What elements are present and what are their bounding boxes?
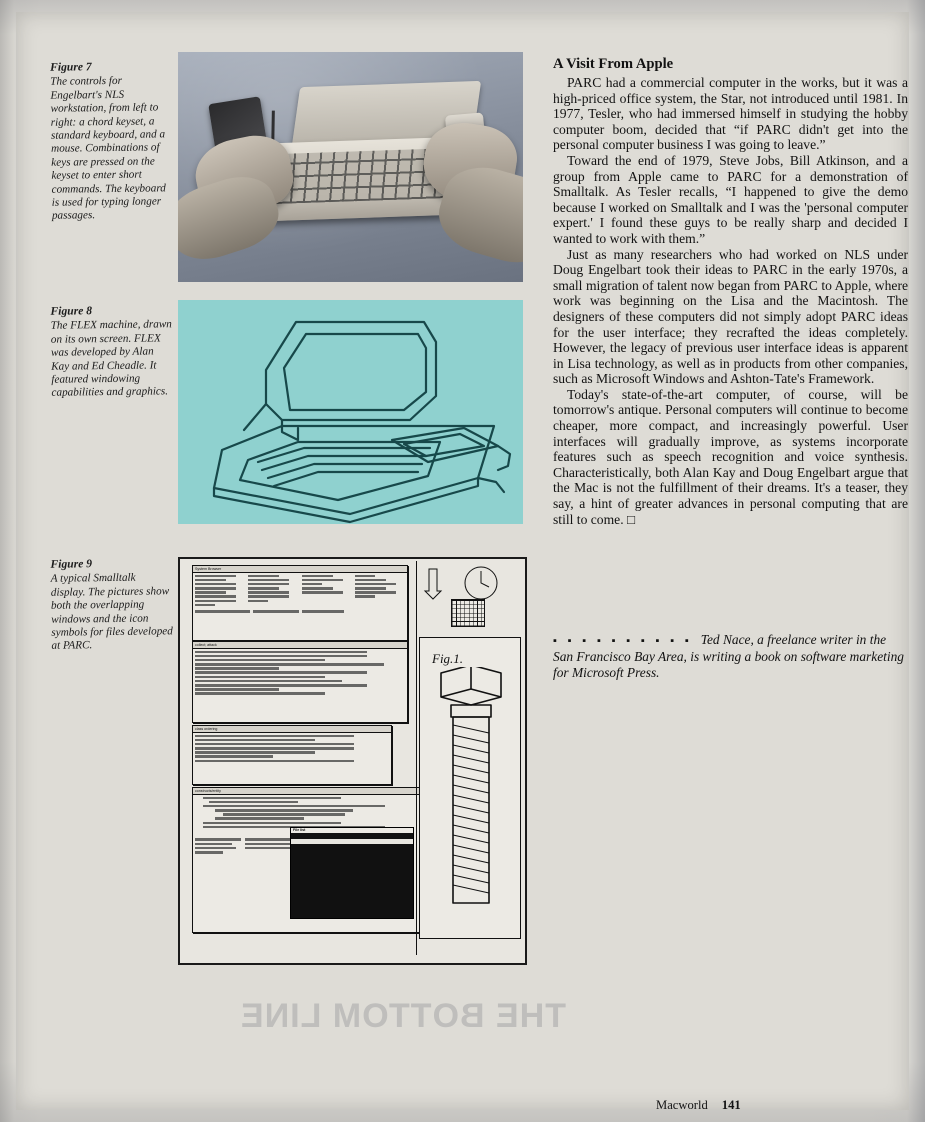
figure-8-svg: [178, 300, 523, 524]
caption-figure-9: [50, 556, 173, 653]
page-footer: [656, 1098, 741, 1113]
smalltalk-code-window-ordering: [192, 725, 392, 785]
bio-dot-rule: ▪ ▪ ▪ ▪ ▪ ▪ ▪ ▪ ▪ ▪: [553, 635, 693, 647]
smalltalk-graphics-pane: [416, 561, 523, 955]
caption-figure-9-text: A typical Smalltalk display. The pictures show both the overlapping windows and the icon symbols for files developed at PARC.: [50, 572, 173, 653]
bio-text: Ted Nace, a freelance writer in the San Francisco Bay Area, is writing a book on software marketing for Microsoft Press.: [553, 632, 904, 680]
footer-page-number: 141: [721, 1098, 741, 1112]
article-paragraph-1: PARC had a commercial computer in the works, but it was a high-priced office system, the Star, not introduced until 1981. In 1977, Tesler, who had immersed himself in studying the hobby computer boom, decided that “if PARC didn't get into the personal computer business I was going to leave.”: [553, 75, 908, 153]
page-sheet: [16, 12, 909, 1110]
caption-figure-8-title: Figure 8: [50, 304, 93, 318]
smalltalk-code-window-constructs-title: constructs/entity: [193, 788, 419, 795]
figure-8-flex-machine-drawing: [178, 300, 523, 524]
figure-7-photo: [178, 52, 523, 282]
caption-figure-7-title: Figure 7: [50, 60, 92, 74]
figure-9-smalltalk-screen: [178, 557, 527, 965]
smalltalk-file-list-menu[interactable]: [290, 827, 414, 919]
article-heading: A Visit From Apple: [553, 56, 674, 72]
article-paragraph-2: Toward the end of 1979, Steve Jobs, Bill Atkinson, and a group from Apple came to PARC for a demonstration of Smalltalk. As Tesler recalls, “I happened to give the demo because I worked on Smalltalk and I was the 'personal computer expert.' I found these guys to be really sharp and decided I wanted to work with them.”: [553, 152, 908, 246]
smalltalk-code-window-ordering-title: class ordering: [193, 726, 391, 733]
author-bio: [553, 632, 908, 680]
smalltalk-grid-icon: [451, 599, 485, 627]
article-paragraph-4: Today's state-of-the-art computer, of course, will be tomorrow's antique. Personal computers will continue to become cheaper, more compact, and increasingly powerful. User interfaces will gradually improve, as systems incorporate features such as speech recognition and voice synthesis. Characteristically, both Alan Kay and Doug Engelbart argue that the Mac is not the fulfillment of their dreams. It's a teaser, they say, a hint of greater advances in personal computing that are still to come. □: [553, 386, 908, 527]
caption-figure-7-text: The controls for Engelbart's NLS workstation, from left to right: a chord keyset, a standard keyboard, and a mouse. Combinations of keys are pressed on the keyset to enter short commands. The keyboard is used for typing longer passages.: [50, 75, 166, 223]
smalltalk-code-window-collect-title: collect; attack: [193, 642, 407, 649]
caption-figure-8: [50, 303, 173, 400]
caption-figure-8-text: The FLEX machine, drawn on its own screen. FLEX was developed by Alan Kay and Ed Cheadle. It featured windowing capabilities and graphics.: [50, 318, 172, 400]
smalltalk-system-browser-title: System Browser: [193, 566, 407, 573]
smalltalk-system-browser-window: [192, 565, 408, 641]
smalltalk-bolt-drawing: [425, 667, 517, 917]
smalltalk-file-list-menu-title: File list: [291, 828, 413, 833]
article-paragraph-3: Just as many researchers who had worked on NLS under Doug Engelbart took their ideas to PARC in the early 1970s, a small migration of talent now began from PARC to Apple, where work was beginning on the Lisa and the Macintosh. The designers of these computers did not simply adopt PARC ideas for the user interface; they recrafted the ideas completely. However, the legacy of previous user interface ideas is apparent in Lisa technology, as well as in products from other companies, such as Microsoft Windows and Ashton-Tate's Framework.: [553, 246, 908, 387]
caption-figure-9-title: Figure 9: [50, 557, 93, 571]
caption-figure-7: [50, 59, 174, 223]
footer-publication-name: Macworld: [656, 1098, 708, 1112]
file-list-menu-item[interactable]: [291, 871, 413, 876]
smalltalk-code-window-collect: [192, 641, 408, 723]
bleed-through-text: THE BOTTOM LINE: [239, 997, 566, 1035]
smalltalk-fig1-label: Fig.1.: [432, 651, 464, 666]
article-column: [553, 56, 908, 527]
